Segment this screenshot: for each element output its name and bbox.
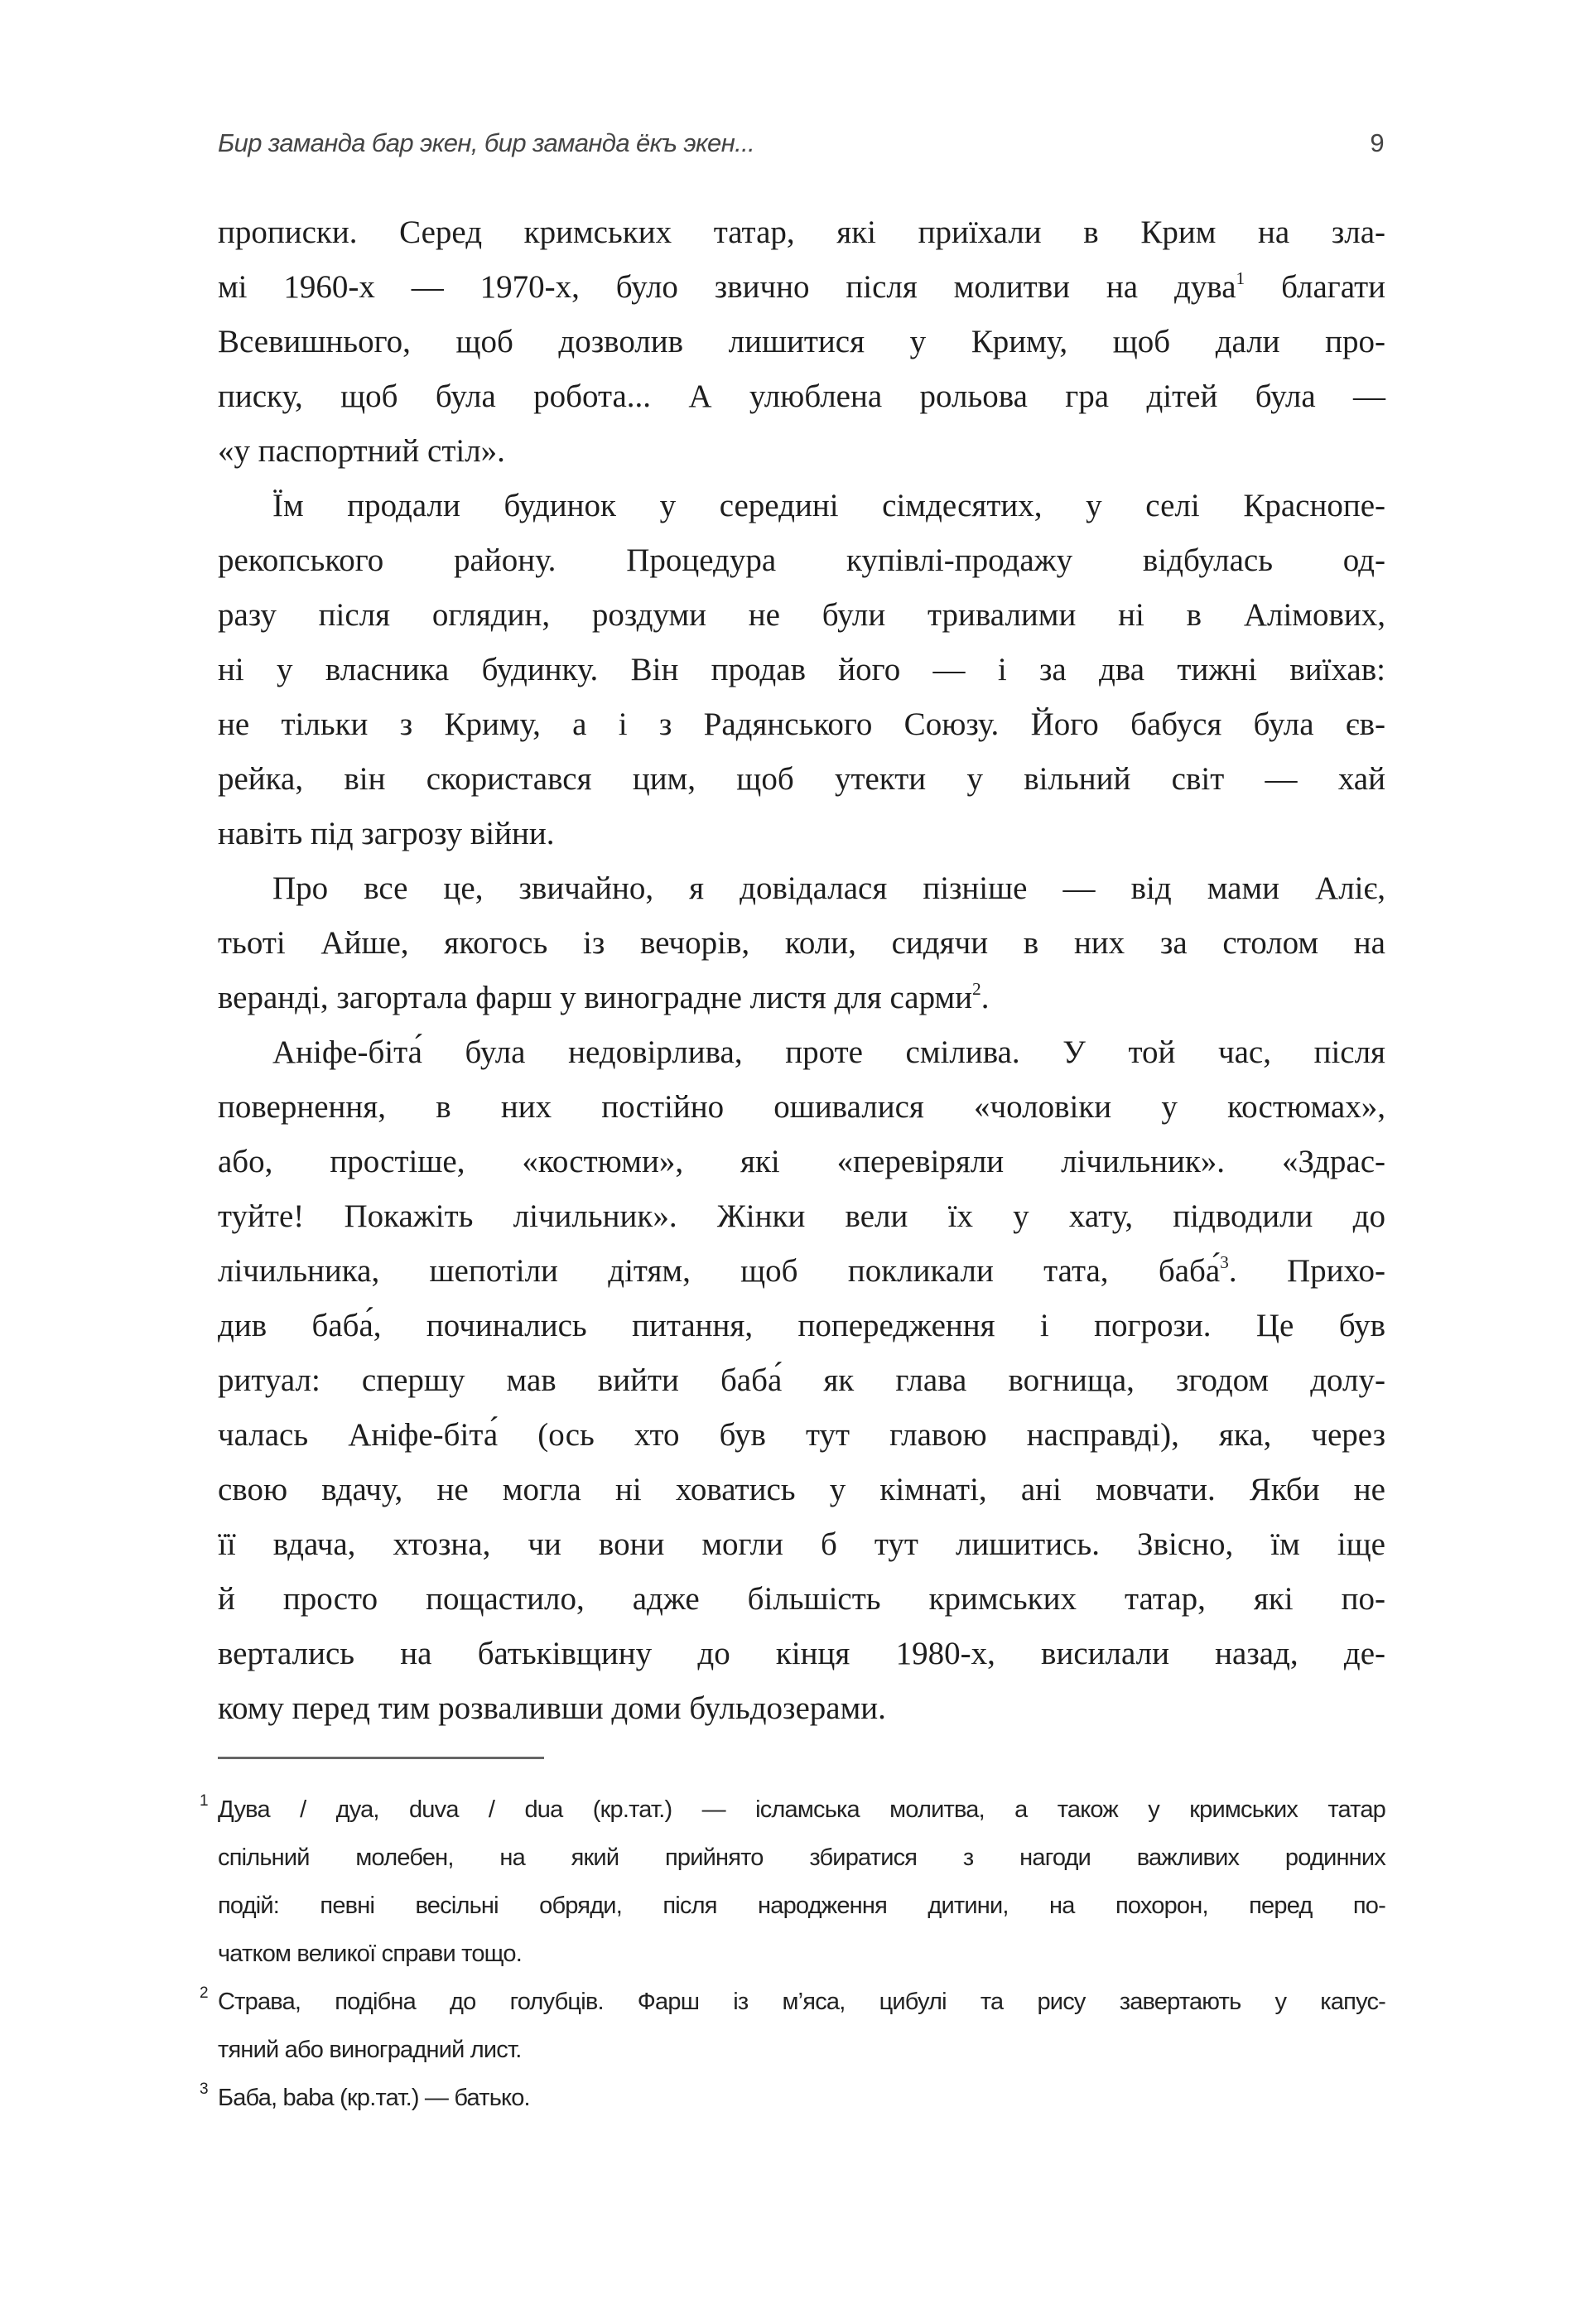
text-line: Їм продали будинок у середині сімдесятих, у селі Краснопе-: [272, 488, 1385, 523]
text-line: [218, 1244, 1385, 1299]
text-line: разу після оглядин, роздуми не були тривалими ні в Алімових,: [218, 597, 1385, 633]
footnote-1: [200, 1786, 1385, 1978]
text-line: ритуал: спершу мав вийти баба́ як глава вогнища, згодом долу-: [218, 1362, 1385, 1398]
footnote-marker: 2: [200, 1984, 208, 2002]
paragraph-4: [218, 1025, 1385, 1736]
text-line: або, простіше, «костюми», які «перевіряли лічильник». «Здрас-: [218, 1144, 1385, 1179]
text-line: [218, 971, 1385, 1025]
paragraph-2: [218, 479, 1385, 861]
running-title: Бир заманда бар экен, бир заманда ёкъ экен...: [218, 128, 755, 157]
text-line: прописки. Серед кримських татар, які приїхали в Крим на зла-: [218, 215, 1385, 250]
text-span: .: [980, 980, 990, 1015]
text-line: Всевишнього, щоб дозволив лишитися у Криму, щоб дали про-: [218, 324, 1385, 359]
text-line: «у паспортний стіл».: [218, 433, 505, 469]
text-line: [218, 260, 1385, 315]
text-line: й просто пощастило, адже більшість кримських татар, які по-: [218, 1581, 1385, 1617]
text-line: повернення, в них постійно ошивалися «чоловіки у костюмах»,: [218, 1089, 1385, 1125]
footnote-marker: 1: [200, 1792, 208, 1810]
footnote-divider: [218, 1757, 544, 1759]
text-line: рейка, він скористався цим, щоб утекти у вільний світ — хай: [218, 761, 1385, 797]
text-line: кому перед тим розваливши доми бульдозерами.: [218, 1690, 886, 1726]
footnotes: [200, 1786, 1385, 2122]
footnote-line: тяний або виноградний лист.: [218, 2037, 522, 2063]
text-line: туйте! Покажіть лічильник». Жінки вели їх у хату, підводили до: [218, 1198, 1385, 1234]
footnote-marker: 3: [200, 2081, 208, 2098]
footnote-line: чатком великої справи тощо.: [218, 1941, 522, 1967]
footnote-2: [200, 1978, 1385, 2074]
text-line: Про все це, звичайно, я довідалася пізніше — від мами Аліє,: [272, 870, 1385, 906]
text-span: благати: [1245, 269, 1385, 305]
text-line: не тільки з Криму, а і з Радянського Союзу. Його бабуся була єв-: [218, 706, 1385, 742]
footnote-line: подій: певні весільні обряди, після народження дитини, на похорон, перед по-: [218, 1892, 1385, 1919]
footnote-line: Дува / дуа, duva / dua (кр.тат.) — ісламська молитва, а також у кримських татар: [218, 1796, 1385, 1823]
text-line: навіть під загрозу війни.: [218, 816, 555, 851]
text-span: . Прихо-: [1228, 1253, 1385, 1289]
running-header: [218, 120, 1384, 166]
text-line: Аніфе-біта́ була недовірлива, проте смілива. У той час, після: [272, 1034, 1385, 1070]
footnote-ref[interactable]: 3: [1220, 1251, 1229, 1272]
text-line: тьоті Айше, якогось із вечорів, коли, сидячи в них за столом на: [218, 925, 1385, 961]
text-line: вертались на батьківщину до кінця 1980-х, висилали назад, де-: [218, 1636, 1385, 1671]
page-number: 9: [1370, 128, 1384, 157]
footnote-ref[interactable]: 2: [972, 978, 981, 999]
text-line: свою вдачу, не могла ні ховатись у кімнаті, ані мовчати. Якби не: [218, 1472, 1385, 1507]
text-span: лічильника, шепотіли дітям, щоб покликали тата, баба́: [218, 1253, 1221, 1289]
text-span: веранді, загортала фарш у виноградне листя для сарми: [218, 980, 973, 1015]
body-text: [218, 205, 1385, 1736]
text-span: мі 1960-х — 1970-х, було звично після молитви на дува: [218, 269, 1236, 305]
paragraph-3: [218, 861, 1385, 1025]
footnote-3: [200, 2074, 1385, 2122]
paragraph-1: [218, 205, 1385, 479]
footnote-line: спільний молебен, на який прийнято збиратися з нагоди важливих родинних: [218, 1844, 1385, 1871]
footnote-line: Страва, подібна до голубців. Фарш із м’яса, цибулі та рису завертають у капус-: [218, 1989, 1385, 2015]
text-line: чалась Аніфе-біта́ (ось хто був тут главою насправді), яка, через: [218, 1417, 1385, 1453]
text-line: див баба́, починались питання, попередження і погрози. Це був: [218, 1308, 1385, 1343]
text-line: її вдача, хтозна, чи вони могли б тут лишитись. Звісно, їм іще: [218, 1526, 1385, 1562]
footnote-ref[interactable]: 1: [1236, 268, 1246, 288]
text-line: ні у власника будинку. Він продав його — і за два тижні виїхав:: [218, 652, 1385, 687]
text-line: писку, щоб була робота... А улюблена рольова гра дітей була —: [218, 378, 1385, 414]
text-line: рекопського району. Процедура купівлі-продажу відбулась од-: [218, 542, 1385, 578]
footnote-line: Баба, baba (кр.тат.) — батько.: [218, 2085, 530, 2111]
